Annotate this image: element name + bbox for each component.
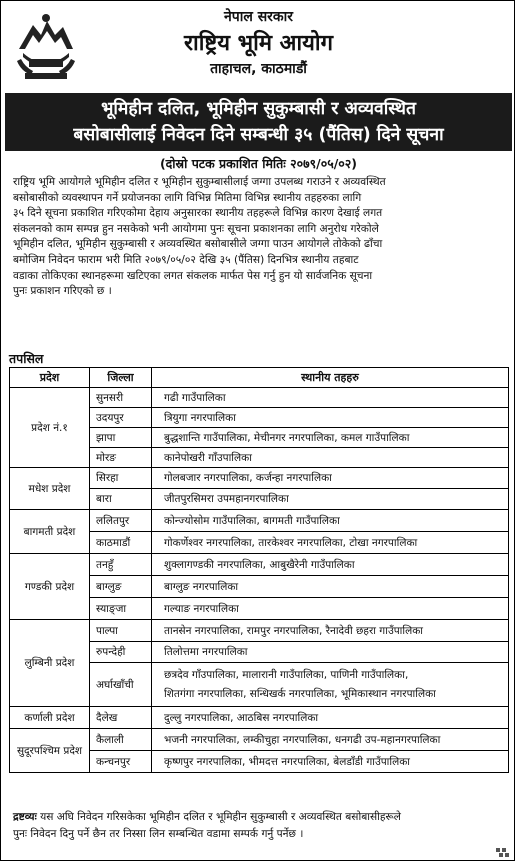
province-cell: बागमती प्रदेश xyxy=(10,510,90,554)
local-cell: बुद्धशान्ति गाउँपालिका, मेचीनगर नगरपालिका, कमल गाउँपालिका xyxy=(152,428,509,448)
body-line: राष्ट्रिय भूमि आयोगले भूमिहीन दलित र भूमिहीन सुकुम्बासीलाई जग्गा उपलब्ध गराउने र अव्यवस्थित xyxy=(13,176,386,188)
district-cell: स्याङ्जा xyxy=(90,598,152,620)
local-cell: गल्याङ नगरपालिका xyxy=(152,598,509,620)
local-cell: गढी गाउँपालिका xyxy=(152,388,509,408)
province-cell: लुम्बिनी प्रदेश xyxy=(10,620,90,707)
local-cell: दुल्लु नगरपालिका, आठबिस नगरपालिका xyxy=(152,707,509,729)
local-cell: जीतपुरसिमरा उपमहानगरपालिका xyxy=(152,489,509,510)
body-line: पुनः प्रकाशन गरिएको छ । xyxy=(13,285,112,298)
note-line xyxy=(13,809,509,826)
table-row xyxy=(10,510,509,532)
district-cell: सुनसरी xyxy=(90,388,152,408)
district-cell: झापा xyxy=(90,428,152,448)
province-cell: गण्डकी प्रदेश xyxy=(10,554,90,620)
table-row xyxy=(10,707,509,729)
local-cell: तानसेन नगरपालिका, रामपुर नगरपालिका, रैनादेवी छहरा गाउँपालिका xyxy=(152,620,509,642)
body-line: भूमिहीन दलित, भूमिहीन सुकुम्बासी र अव्यवस्थित बसोबासीले जग्गा पाउन आयोगले तोकेको ढाँचा xyxy=(13,238,383,251)
body-line: बसोबासीको व्यवस्थापन गर्ने प्रयोजनका लागि विभिन्न मितिमा विभिन्न स्थानीय तहहरुका लागि xyxy=(13,191,362,204)
district-cell: पाल्पा xyxy=(90,620,152,642)
local-cell: गोकर्णेश्वर नगरपालिका, तारकेश्वर नगरपालिका, टोखा नगरपालिका xyxy=(152,532,509,554)
table-row xyxy=(10,620,509,642)
district-cell: काठमाडौं xyxy=(90,532,152,554)
district-cell: सिरहा xyxy=(90,468,152,489)
district-cell: कन्चनपुर xyxy=(90,751,152,773)
local-line: छत्रदेव गाँउपालिका, मालारानी गाउँपालिका, पाणिनी गाउँपालिका, xyxy=(164,668,409,681)
local-levels-table xyxy=(9,367,509,773)
district-cell: मोरङ xyxy=(90,448,152,468)
district-cell: उदयपुर xyxy=(90,408,152,428)
local-cell xyxy=(152,663,509,707)
local-line: शितगंगा नगरपालिका, सन्धिखर्क नगरपालिका, भूमिकास्थान नगरपालिका xyxy=(164,687,436,700)
note-section xyxy=(13,809,509,843)
note-label: द्रष्टव्यः xyxy=(13,811,37,823)
table-row xyxy=(10,468,509,489)
header-district: जिल्ला xyxy=(90,368,152,388)
local-cell: तिलोत्तमा नगरपालिका xyxy=(152,642,509,663)
province-cell: सुदूरपश्चिम प्रदेश xyxy=(10,729,90,773)
district-cell: दैलेख xyxy=(90,707,152,729)
note-line: पुनः निवेदन दिनु पर्ने छैन तर निस्सा लिन सम्बन्धित वडामा सम्पर्क गर्नु पर्नेछ । xyxy=(13,828,304,840)
local-cell: कोन्ज्योसोम गाउँपालिका, बागमती गाउँपालिका xyxy=(152,510,509,532)
header xyxy=(1,1,515,93)
note-text: यस अघि निवेदन गरिसकेका भूमिहीन दलित र भूमिहीन सुकुम्बासी र अव्यवस्थित बसोबासीहरूले xyxy=(36,811,401,823)
commission-title: राष्ट्रिय भूमि आयोग xyxy=(184,31,333,56)
local-cell: कानेपोखरी गाँउपालिका xyxy=(152,448,509,468)
province-cell: मधेश प्रदेश xyxy=(10,468,90,510)
province-cell: प्रदेश नं.१ xyxy=(10,388,90,468)
district-cell: तनहुँ xyxy=(90,554,152,576)
table-row xyxy=(10,554,509,576)
commission-address: ताहाचल, काठमाडौं xyxy=(210,61,307,77)
publication-date: (दोस्रो पटक प्रकाशित मितिः २०७९/०५/०२) xyxy=(159,156,358,171)
district-cell: रुपन्देही xyxy=(90,642,152,663)
local-cell: कृष्णपुर नगरपालिका, भीमदत्त नगरपालिका, बेलडाँडी गाउँपालिका xyxy=(152,751,509,773)
district-cell: बारा xyxy=(90,489,152,510)
local-cell: शुक्लागण्डकी नगरपालिका, आबुखैरेनी गाउँपालिका xyxy=(152,554,509,576)
table-header-row xyxy=(10,368,509,388)
table-row xyxy=(10,729,509,751)
district-cell: ललितपुर xyxy=(90,510,152,532)
local-cell: त्रियुगा नगरपालिका xyxy=(152,408,509,428)
notice-title-line2: बसोबासीलाई निवेदन दिने सम्बन्धी ३५ (पैंतिस) दिने सूचना xyxy=(73,125,444,145)
notice-title-banner xyxy=(5,93,512,151)
notice-title-line1: भूमिहीन दलित, भूमिहीन सुकुम्बासी र अव्यवस्थित xyxy=(101,99,416,119)
local-cell: बाग्लुङ नगरपालिका xyxy=(152,576,509,598)
body-line: संकलनको काम सम्पन्न हुन नसकेको भनी आयोगमा पुनः सूचना प्रकाशनका लागि अनुरोध गरेकोले xyxy=(13,222,379,235)
body-line: वडाका तोकिएका स्थानहरूमा खटिएका लगत संकलक मार्फत पेस गर्नु हुन यो सार्वजनिक सूचना xyxy=(13,269,373,282)
local-cell: भजनी नगरपालिका, लम्कीचुहा नगरपालिका, धनगढी उप-महानगरपालिका xyxy=(152,729,509,751)
header-province: प्रदेश xyxy=(10,368,90,388)
province-cell: कर्णाली प्रदेश xyxy=(10,707,90,729)
district-cell: अर्घाखाँची xyxy=(90,663,152,707)
table-row xyxy=(10,388,509,408)
header-local-levels: स्थानीय तहहरु xyxy=(152,368,509,388)
district-cell: बाग्लुङ xyxy=(90,576,152,598)
government-title: नेपाल सरकार xyxy=(223,9,293,25)
corner-mark-icon xyxy=(496,848,512,858)
notice-body xyxy=(13,175,509,300)
body-line: ३५ दिने सूचना प्रकाशित गरिएकोमा देहाय अनुसारका स्थानीय तहहरूले विभिन्न कारण देखाई लगत xyxy=(13,207,383,220)
district-cell: कैलाली xyxy=(90,729,152,751)
body-line: बमोजिम निवेदन फाराम भरी मिति २०७९/०५/०२ देखि ३५ (पैंतिस) दिनभित्र स्थानीय तहबाट xyxy=(13,253,359,266)
local-cell: गोलबजार नगरपालिका, कर्जन्हा नगरपालिका xyxy=(152,468,509,489)
schedule-heading: तपसिल xyxy=(9,351,44,366)
